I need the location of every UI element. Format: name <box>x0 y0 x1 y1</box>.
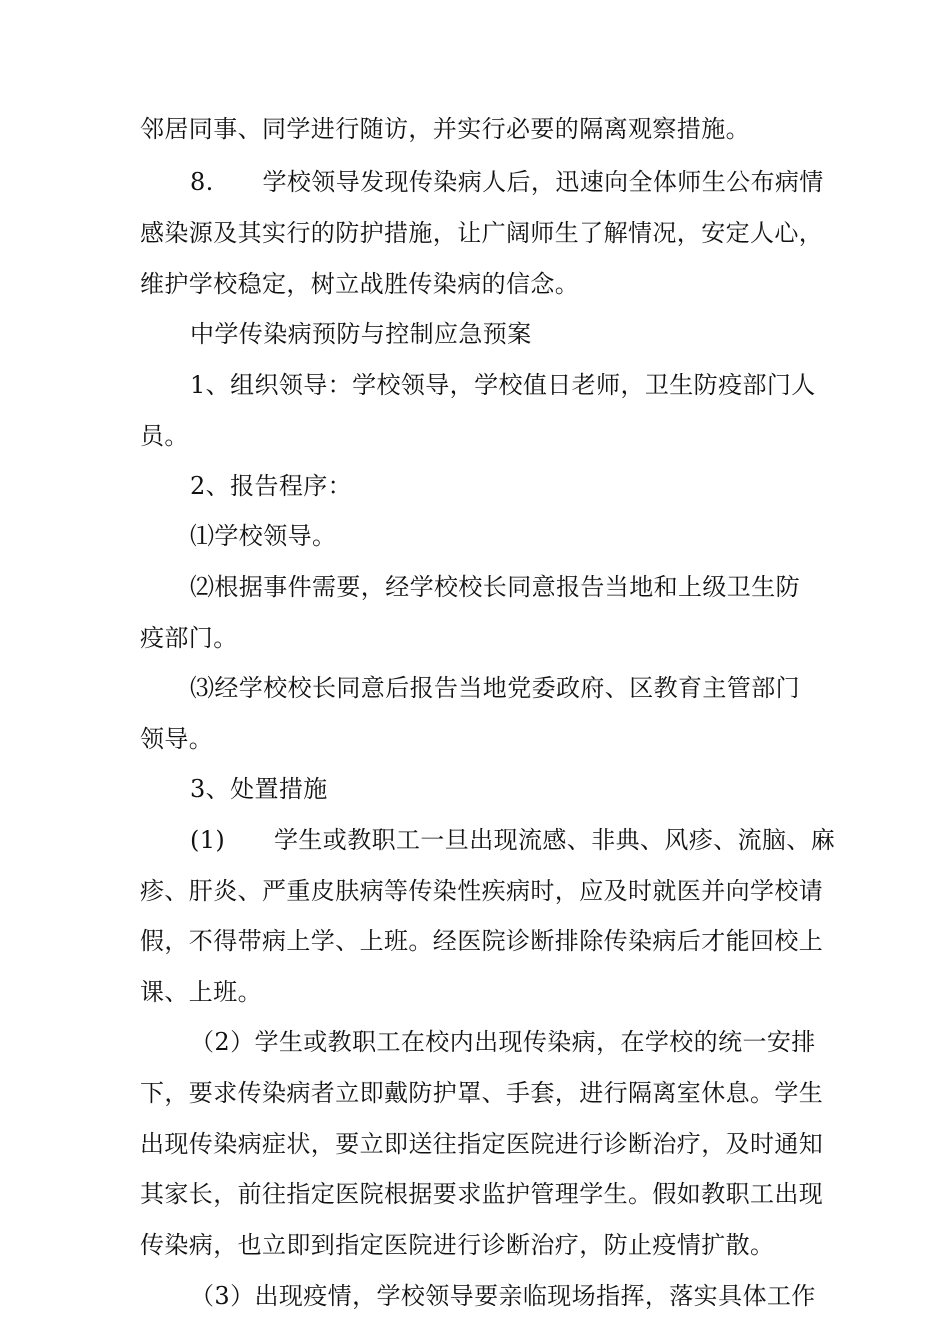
text-line: 出现传染病症状，要立即送往指定医院进行诊断治疗，及时通知 <box>140 1130 824 1158</box>
text-line: 课、上班。 <box>140 978 262 1006</box>
text-line: 邻居同事、同学进行随访，并实行必要的隔离观察措施。 <box>140 115 750 143</box>
text-line: 3、处置措施 <box>190 775 328 803</box>
text-line: 领导。 <box>140 725 214 753</box>
text-line: （2）学生或教职工在校内出现传染病，在学校的统一安排 <box>190 1028 816 1056</box>
text-line: 下，要求传染病者立即戴防护罩、手套，进行隔离室休息。学生 <box>140 1079 824 1107</box>
text-line: 8. 学校领导发现传染病人后，迅速向全体师生公布病情 <box>190 168 824 196</box>
text-line: ⑵根据事件需要，经学校校长同意报告当地和上级卫生防 <box>190 573 800 601</box>
text-line: 员。 <box>140 422 189 450</box>
text-line: 传染病，也立即到指定医院进行诊断治疗，防止疫情扩散。 <box>140 1231 775 1259</box>
text-line: ⑴学校领导。 <box>190 522 337 550</box>
text-line: 疹、肝炎、严重皮肤病等传染性疾病时，应及时就医并向学校请 <box>140 877 824 905</box>
text-line: (1) 学生或教职工一旦出现流感、非典、风疹、流脑、麻 <box>190 826 836 854</box>
text-line: 假，不得带病上学、上班。经医院诊断排除传染病后才能回校上 <box>140 927 824 955</box>
text-line: 1、组织领导：学校领导，学校值日老师，卫生防疫部门人 <box>190 371 816 399</box>
text-line: （3）出现疫情，学校领导要亲临现场指挥，落实具体工作 <box>190 1282 816 1310</box>
text-line: 疫部门。 <box>140 624 238 652</box>
text-line: 感染源及其实行的防护措施，让广阔师生了解情况，安定人心， <box>140 219 824 247</box>
text-line: 维护学校稳定，树立战胜传染病的信念。 <box>140 270 580 298</box>
section-title: 中学传染病预防与控制应急预案 <box>190 320 532 348</box>
text-line: 其家长，前往指定医院根据要求监护管理学生。假如教职工出现 <box>140 1180 824 1208</box>
text-line: ⑶经学校校长同意后报告当地党委政府、区教育主管部门 <box>190 674 800 702</box>
text-line: 2、报告程序： <box>190 472 353 500</box>
